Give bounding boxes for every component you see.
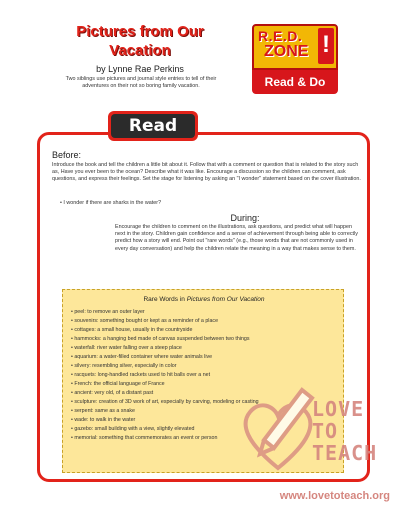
list-item: • waterfall: river water falling over a steep place	[71, 344, 337, 353]
watermark-line-love: LOVE	[312, 397, 365, 421]
list-item: • hammocks: a hanging bed made of canvas suspended between two things	[71, 335, 337, 344]
before-bullet: • I wonder if there are sharks in the water?	[60, 200, 162, 206]
before-bullet-text: I wonder if there are sharks in the water?	[63, 200, 162, 206]
list-item: • French: the official language of France	[71, 380, 337, 389]
list-item: • gazebo: small building with a view, slightly elevated	[71, 425, 337, 434]
logo-zone-text: ZONE	[264, 43, 309, 60]
watermark-line-to: TO	[312, 419, 339, 443]
list-item: • serpent: same as a snake	[71, 407, 337, 416]
before-heading: Before:	[52, 150, 82, 160]
during-heading: During:	[230, 213, 260, 223]
list-item: • sculpture: creation of 3D work of art, especially by carving, modeling or casting	[71, 398, 337, 407]
watermark-text	[312, 398, 392, 464]
logo-red-text: R.E.D.	[258, 28, 303, 44]
logo-top-panel	[252, 24, 338, 70]
list-item: • memorial: something that commemorates an event or person	[71, 434, 337, 443]
read-tab-label: Read	[111, 114, 195, 138]
before-paragraph: Introduce the book and tell the children a little bit about it. Follow that with a comment or question that is related to the story such as, Have you ever been to the ocean? Describe what it was like. Encourage a discussion so the children can comment, ask questions, and express their feelings. Set the stage for listening by asking an "I wonder" statement based on the cover illustration.	[52, 162, 361, 183]
list-item: • cottages: a small house, usually in the countryside	[71, 326, 337, 335]
list-item: • souvenirs: something bought or kept as a reminder of a place	[71, 317, 337, 326]
rare-words-heading-prefix: Rare Words in	[143, 296, 187, 303]
list-item: • ancient: very old, of a distant past	[71, 389, 337, 398]
watermark-url: www.lovetoteach.org	[279, 490, 390, 502]
read-tab	[108, 111, 198, 141]
heart-pencil-icon	[236, 380, 320, 476]
list-item: • aquarium: a water-filled container where water animals live	[71, 353, 337, 362]
list-item: • racquets: long-handled rackets used to hit balls over a net	[71, 371, 337, 380]
list-item: • silvery: resembling silver, especially in color	[71, 362, 337, 371]
red-zone-logo	[252, 24, 338, 96]
logo-read-do: Read & Do	[252, 70, 338, 94]
list-item: • wade: to walk in the water	[71, 416, 337, 425]
page-title: Pictures from Our Vacation	[76, 23, 204, 59]
rare-words-heading-title: Pictures from Our Vacation	[186, 296, 265, 303]
during-paragraph: Encourage the children to comment on the illustrations, ask questions, and predict what will happen next in the story. Children gain confidence and a sense of achievement through being able to correctly predict how a story will end. Point out "rare words" (e.g., those words that are not commonly used in every day conversation) and help the children relate the meaning in a way that makes sense to them.	[115, 224, 358, 252]
rare-words-heading	[63, 296, 345, 303]
list-item: • peel: to remove an outer layer	[71, 308, 337, 317]
author-line: by Lynne Rae Perkins	[96, 64, 184, 74]
intro-text: Two siblings use pictures and journal style entries to tell of their adventures on their not so boring family vacation.	[65, 76, 217, 89]
watermark-line-teach: TEACH	[312, 441, 378, 465]
logo-exclamation: !	[318, 28, 334, 64]
